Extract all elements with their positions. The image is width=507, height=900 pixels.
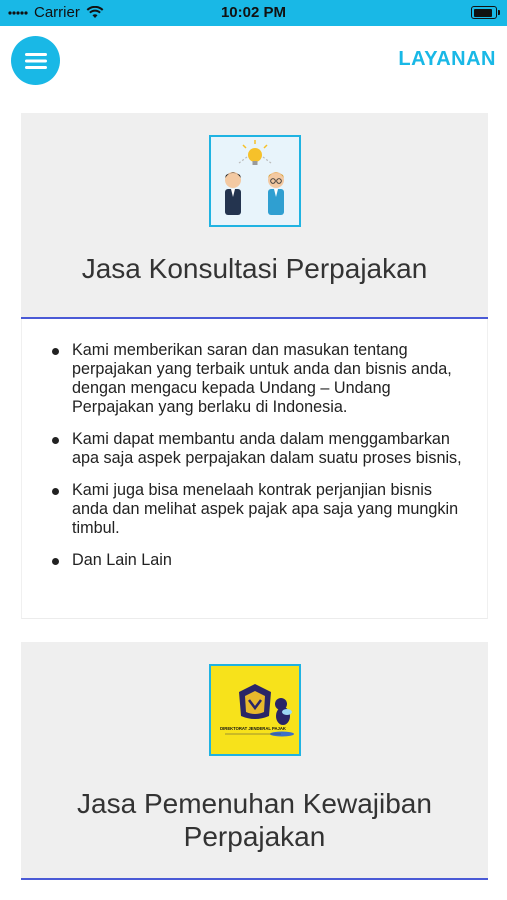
hamburger-icon <box>25 52 47 70</box>
carrier-label: Carrier <box>34 4 80 21</box>
list-item: Dan Lain Lain <box>72 551 463 570</box>
service-card-consultation <box>21 113 488 619</box>
card-title <box>21 787 488 853</box>
battery-icon <box>471 6 497 19</box>
consultation-people-lightbulb-icon <box>209 135 301 232</box>
card-header <box>21 642 488 880</box>
card-body <box>21 319 488 619</box>
list-item: Kami memberikan saran dan masukan tentang perpajakan yang terbaik untuk anda dan bisnis anda, dengan mengacu kepada Undang – Undang Perpajakan yang berlaku di Indonesia. <box>72 341 463 417</box>
battery-level <box>474 9 492 17</box>
card-title-line: Jasa Pemenuhan Kewajiban <box>77 788 432 819</box>
page-title: LAYANAN <box>398 48 496 70</box>
card-header <box>21 113 488 319</box>
status-time: 10:02 PM <box>220 4 287 21</box>
service-list <box>22 319 487 597</box>
list-item: Kami juga bisa menelaah kontrak perjanjian bisnis anda dan melihat aspek pajak apa saja yang mungkin timbul. <box>72 481 463 538</box>
nav-bar <box>0 26 507 94</box>
status-bar <box>0 0 507 26</box>
card-title: Jasa Konsultasi Perpajakan <box>81 253 428 284</box>
list-item: Kami dapat membantu anda dalam menggambarkan apa saja aspek perpajakan dalam suatu proses bisnis, <box>72 430 462 467</box>
card-title-line: Perpajakan <box>183 821 326 852</box>
directorate-general-tax-logo <box>209 664 301 761</box>
logo-text: DIREKTORAT JENDERAL PAJAK <box>219 726 286 731</box>
service-card-compliance <box>21 642 488 880</box>
menu-button[interactable] <box>11 36 60 85</box>
